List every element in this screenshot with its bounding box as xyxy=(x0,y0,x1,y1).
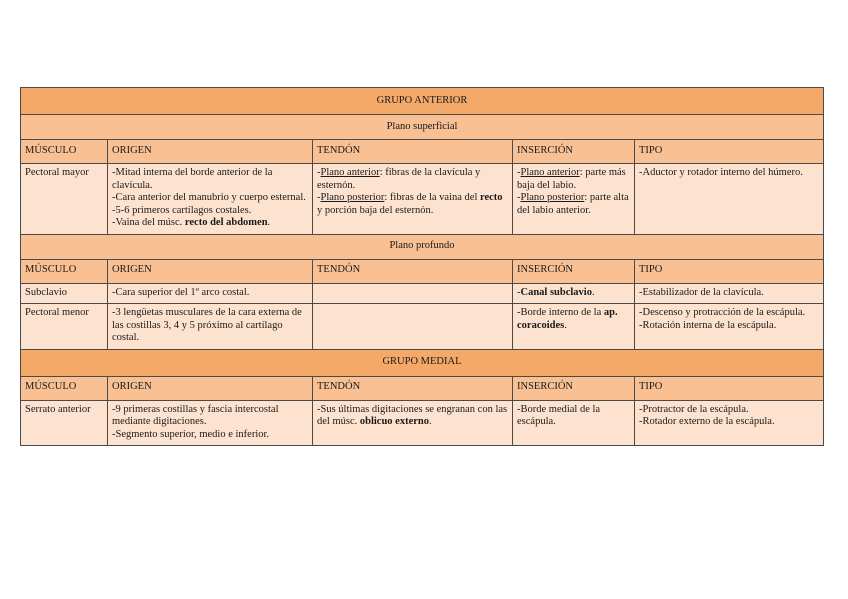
origen-line-2: -Cara anterior del manubrio y cuerpo esternal. xyxy=(112,192,306,203)
muscle-table xyxy=(20,87,824,446)
header-tendon: TENDÓN xyxy=(313,259,513,283)
cell-tendon xyxy=(313,164,513,235)
row-pectoral-menor xyxy=(21,304,824,350)
group-anterior-title: GRUPO ANTERIOR xyxy=(21,88,824,115)
tendon-a-label: Plano anterior xyxy=(320,167,380,178)
insercion-bold: Canal subclavio xyxy=(520,286,592,298)
insercion-text: -Borde interno de la xyxy=(517,307,604,318)
tendon-b-text: : fibras de la vaina del xyxy=(384,192,481,203)
cell-tipo xyxy=(635,304,824,350)
row-serrato-anterior xyxy=(21,400,824,446)
cell-origen: -3 lengüetas musculares de la cara externa de las costillas 3, 4 y 5 próximo al cartílago costal. xyxy=(108,304,313,350)
header-origen: ORIGEN xyxy=(108,140,313,164)
cell-musculo: Pectoral mayor xyxy=(21,164,108,235)
tipo-line-2: -Rotador externo de la escápula. xyxy=(639,416,775,427)
tendon-a-text: : fibras de la clavícula y esternón. xyxy=(317,167,481,191)
insercion-bold: ap. coracoides xyxy=(517,307,618,331)
insercion-a-label: Plano anterior xyxy=(520,167,580,178)
header-insercion: INSERCIÓN xyxy=(513,376,635,400)
tipo-line-1: -Descenso y protracción de la escápula. xyxy=(639,307,806,318)
cell-musculo: Subclavio xyxy=(21,283,108,304)
header-insercion: INSERCIÓN xyxy=(513,140,635,164)
origen-line-3: -5-6 primeros cartílagos costales. xyxy=(112,204,252,216)
header-origen: ORIGEN xyxy=(108,259,313,283)
cell-musculo: Serrato anterior xyxy=(21,400,108,446)
insercion-plano-posterior xyxy=(517,192,630,217)
group-medial-row xyxy=(21,349,824,376)
header-tendon: TENDÓN xyxy=(313,376,513,400)
cell-musculo: Pectoral menor xyxy=(21,304,108,350)
cell-tipo: -Aductor y rotador interno del húmero. xyxy=(635,164,824,235)
origen-line-2: -Segmento superior, medio e inferior. xyxy=(112,428,270,440)
tendon-end: . xyxy=(429,416,432,427)
tendon-text: -Sus últimas digitaciones se engranan con las del músc. xyxy=(317,403,508,427)
tendon-b-bold: recto xyxy=(480,192,503,203)
subgroup-superficial-row xyxy=(21,115,824,140)
cell-origen xyxy=(108,164,313,235)
cell-tipo: -Estabilizador de la clavícula. xyxy=(635,283,824,304)
insercion-end: . xyxy=(564,319,567,331)
subgroup-profundo-row xyxy=(21,234,824,259)
origen-line-4-end: . xyxy=(267,217,271,228)
origen-line-1: -9 primeras costillas y fascia intercostal mediante digitaciones. xyxy=(112,403,279,427)
column-header-row xyxy=(21,259,824,283)
column-header-row xyxy=(21,140,824,164)
tendon-b-end: y porción baja del esternón. xyxy=(317,204,434,216)
header-musculo: MÚSCULO xyxy=(21,140,108,164)
header-tendon: TENDÓN xyxy=(313,140,513,164)
header-tipo: TIPO xyxy=(635,376,824,400)
cell-tipo xyxy=(635,400,824,446)
column-header-row xyxy=(21,376,824,400)
group-medial-title: GRUPO MEDIAL xyxy=(21,349,824,376)
tendon-b-label: Plano posterior xyxy=(320,192,385,203)
insercion-a-text: : parte más baja del labio. xyxy=(517,167,626,191)
insercion-b-text: : parte alta del labio anterior. xyxy=(517,192,629,216)
origen-line-4 xyxy=(112,217,308,230)
origen-line-4-text: -Vaina del músc. xyxy=(112,217,185,228)
cell-tendon xyxy=(313,400,513,446)
header-origen: ORIGEN xyxy=(108,376,313,400)
cell-origen: -Cara superior del 1º arco costal. xyxy=(108,283,313,304)
header-musculo: MÚSCULO xyxy=(21,376,108,400)
tendon-plano-anterior xyxy=(317,167,508,192)
cell-origen xyxy=(108,400,313,446)
insercion-a-dash: - xyxy=(517,167,521,178)
insercion-b-dash: - xyxy=(517,192,521,203)
subgroup-superficial-title: Plano superficial xyxy=(21,115,824,140)
tendon-plano-posterior xyxy=(317,192,508,217)
subgroup-profundo-title: Plano profundo xyxy=(21,234,824,259)
insercion-end: . xyxy=(591,286,595,298)
header-tipo: TIPO xyxy=(635,140,824,164)
tipo-line-2: -Rotación interna de la escápula. xyxy=(639,319,777,331)
header-tipo: TIPO xyxy=(635,259,824,283)
tendon-a-dash: - xyxy=(317,167,321,178)
origen-line-4-bold: recto del abdomen xyxy=(184,217,268,228)
cell-insercion: -Borde medial de la escápula. xyxy=(513,400,635,446)
cell-tendon xyxy=(313,304,513,350)
cell-tendon xyxy=(313,283,513,304)
group-anterior-row xyxy=(21,88,824,115)
tendon-bold: oblicuo externo xyxy=(359,416,429,427)
cell-insercion xyxy=(513,304,635,350)
insercion-dash: - xyxy=(517,286,521,298)
tendon-b-dash: - xyxy=(317,192,321,203)
tipo-line-1: -Protractor de la escápula. xyxy=(639,403,749,415)
origen-line-1: -Mitad interna del borde anterior de la clavícula. xyxy=(112,167,273,191)
row-pectoral-mayor xyxy=(21,164,824,235)
header-insercion: INSERCIÓN xyxy=(513,259,635,283)
row-subclavio xyxy=(21,283,824,304)
cell-insercion xyxy=(513,164,635,235)
cell-insercion xyxy=(513,283,635,304)
insercion-b-label: Plano posterior xyxy=(520,192,585,203)
header-musculo: MÚSCULO xyxy=(21,259,108,283)
insercion-plano-anterior xyxy=(517,167,630,192)
